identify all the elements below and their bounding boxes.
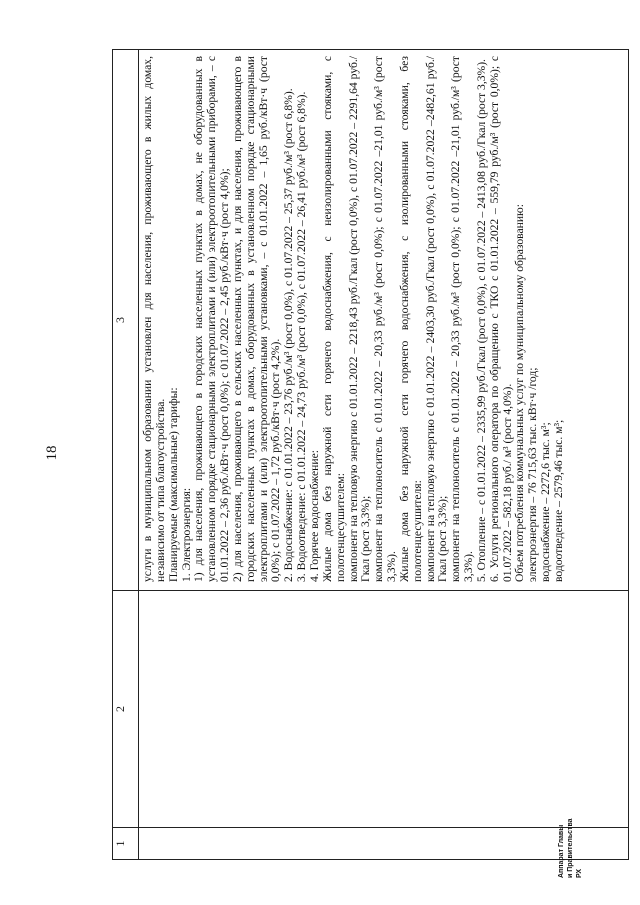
column-header-3: 3 bbox=[113, 50, 139, 591]
stamp-line: и Правительства РХ bbox=[567, 818, 583, 878]
paragraph: водоснабжение – 2272,6 тыс. м³; bbox=[539, 422, 553, 582]
column-header-2: 2 bbox=[113, 591, 139, 828]
column-header-1: 1 bbox=[113, 828, 139, 860]
paragraph: 5. Отопление – с 01.01.2022 – 2335,99 руб./Гкал (рост 0,0%), с 01.07.2022 – 2413,08 руб./Гкал (рост 3,3%). bbox=[474, 59, 488, 582]
cell-col-2 bbox=[139, 591, 629, 828]
paragraph: услуги в муниципальном образовании установлен для населения, проживающего в жилых домах, независимо от типа благоустройства. bbox=[141, 56, 167, 582]
paragraph: 1. Электроэнергия: bbox=[179, 487, 193, 582]
table-row bbox=[139, 50, 629, 860]
paragraph: Объем потребления коммунальных услуг по муниципальному образованию: bbox=[513, 204, 527, 582]
paragraph: 3. Водоотведение: с 01.01.2022 – 24,73 руб./м³ (рост 0,0%), с 01.07.2022 – 26,41 руб./м³ (рост 6,8%). bbox=[295, 91, 309, 582]
paragraph: компонент на тепловую энергию с 01.01.2022 – 2403,30 руб./Гкал (рост 0,0%), с 01.07.2022 –2482,61 руб./Гкал (рост 3,3%); bbox=[423, 56, 450, 582]
paragraph: 4. Горячее водоснабжение: bbox=[307, 450, 321, 582]
paragraph: компонент на теплоноситель с 01.01.2022 – 20,33 руб./м³ (рост 0,0%); с 01.07.2022 –21,01 руб./м³ (рост 3,3%). bbox=[449, 56, 476, 582]
paragraph: электроэнергия – 76 715,63 тыс. кВт·ч /год; bbox=[526, 367, 540, 582]
paragraph: Планируемые (максимальные) тарифы: bbox=[166, 387, 180, 582]
cell-col-1 bbox=[139, 828, 629, 860]
paragraph: 2. Водоснабжение: с 01.01.2022 – 23,76 руб./м³ (рост 0,0%), с 01.07.2022 – 25,37 руб./м³ (рост 6,8%). bbox=[282, 88, 296, 582]
table-header-row bbox=[113, 50, 139, 860]
paragraph: Жилые дома без наружной сети горячего водоснабжения, с неизолированными стояками, с полотенцесушителем: bbox=[320, 56, 347, 582]
paragraph: водоотведение – 2579,46 тыс. м³; bbox=[552, 419, 565, 582]
paragraph: 6. Услуги регионального оператора по обращению с ТКО с 01.01.2022 – 559,79 руб./м³ (рост 0,0%); с 01.07.2022 – 582,18 руб./ м³ (рост 4,0%). bbox=[487, 56, 514, 582]
rotated-document-page bbox=[44, 50, 640, 878]
paragraph: 1) для населения, проживающего в городских населенных пунктах в домах, не оборудованных в установленном порядке стационарными электроплитами и (или) электроотопительными приборами, – с 01.01.2022 – 2,36 руб./кВт·ч (рост 0,0%); с 01.07.2022 – 2,45 руб./кВт·ч (рост 4,0%); bbox=[192, 56, 232, 582]
paragraph: компонент на теплоноситель с 01.01.2022 – 20,33 руб./м³ (рост 0,0%); с 01.07.2022 –21,01 руб./м³ (рост 3,3%). bbox=[372, 56, 399, 582]
page-number: 18 bbox=[44, 445, 60, 461]
paragraph: Жилые дома без наружной сети горячего водоснабжения, с изолированными стояками, без полотенцесушителя: bbox=[397, 56, 424, 582]
document-table bbox=[112, 49, 629, 860]
tariff-text bbox=[139, 50, 628, 590]
paragraph: 2) для населения, проживающего в сельских населенных пунктах, и для населения, проживающего в городских населенных пунктах в домах, оборудованных в установленном порядке стационарными электроплитами и (или) электроотопительными установками, – с 01.01.2022 – 1,65 руб./кВт·ч (рост 0,0%); с 01.07.2022 – 1,72 руб./кВт·ч (рост 4,2%). bbox=[230, 56, 283, 582]
office-stamp bbox=[557, 808, 584, 878]
cell-col-3 bbox=[139, 50, 629, 591]
paragraph: компонент на тепловую энергию с 01.01.2022 – 2218,43 руб./Гкал (рост 0,0%), с 01.07.2022 – 2291,64 руб./Гкал (рост 3,3%); bbox=[346, 56, 373, 582]
stamp-line: Аппарат Главы bbox=[558, 824, 565, 878]
